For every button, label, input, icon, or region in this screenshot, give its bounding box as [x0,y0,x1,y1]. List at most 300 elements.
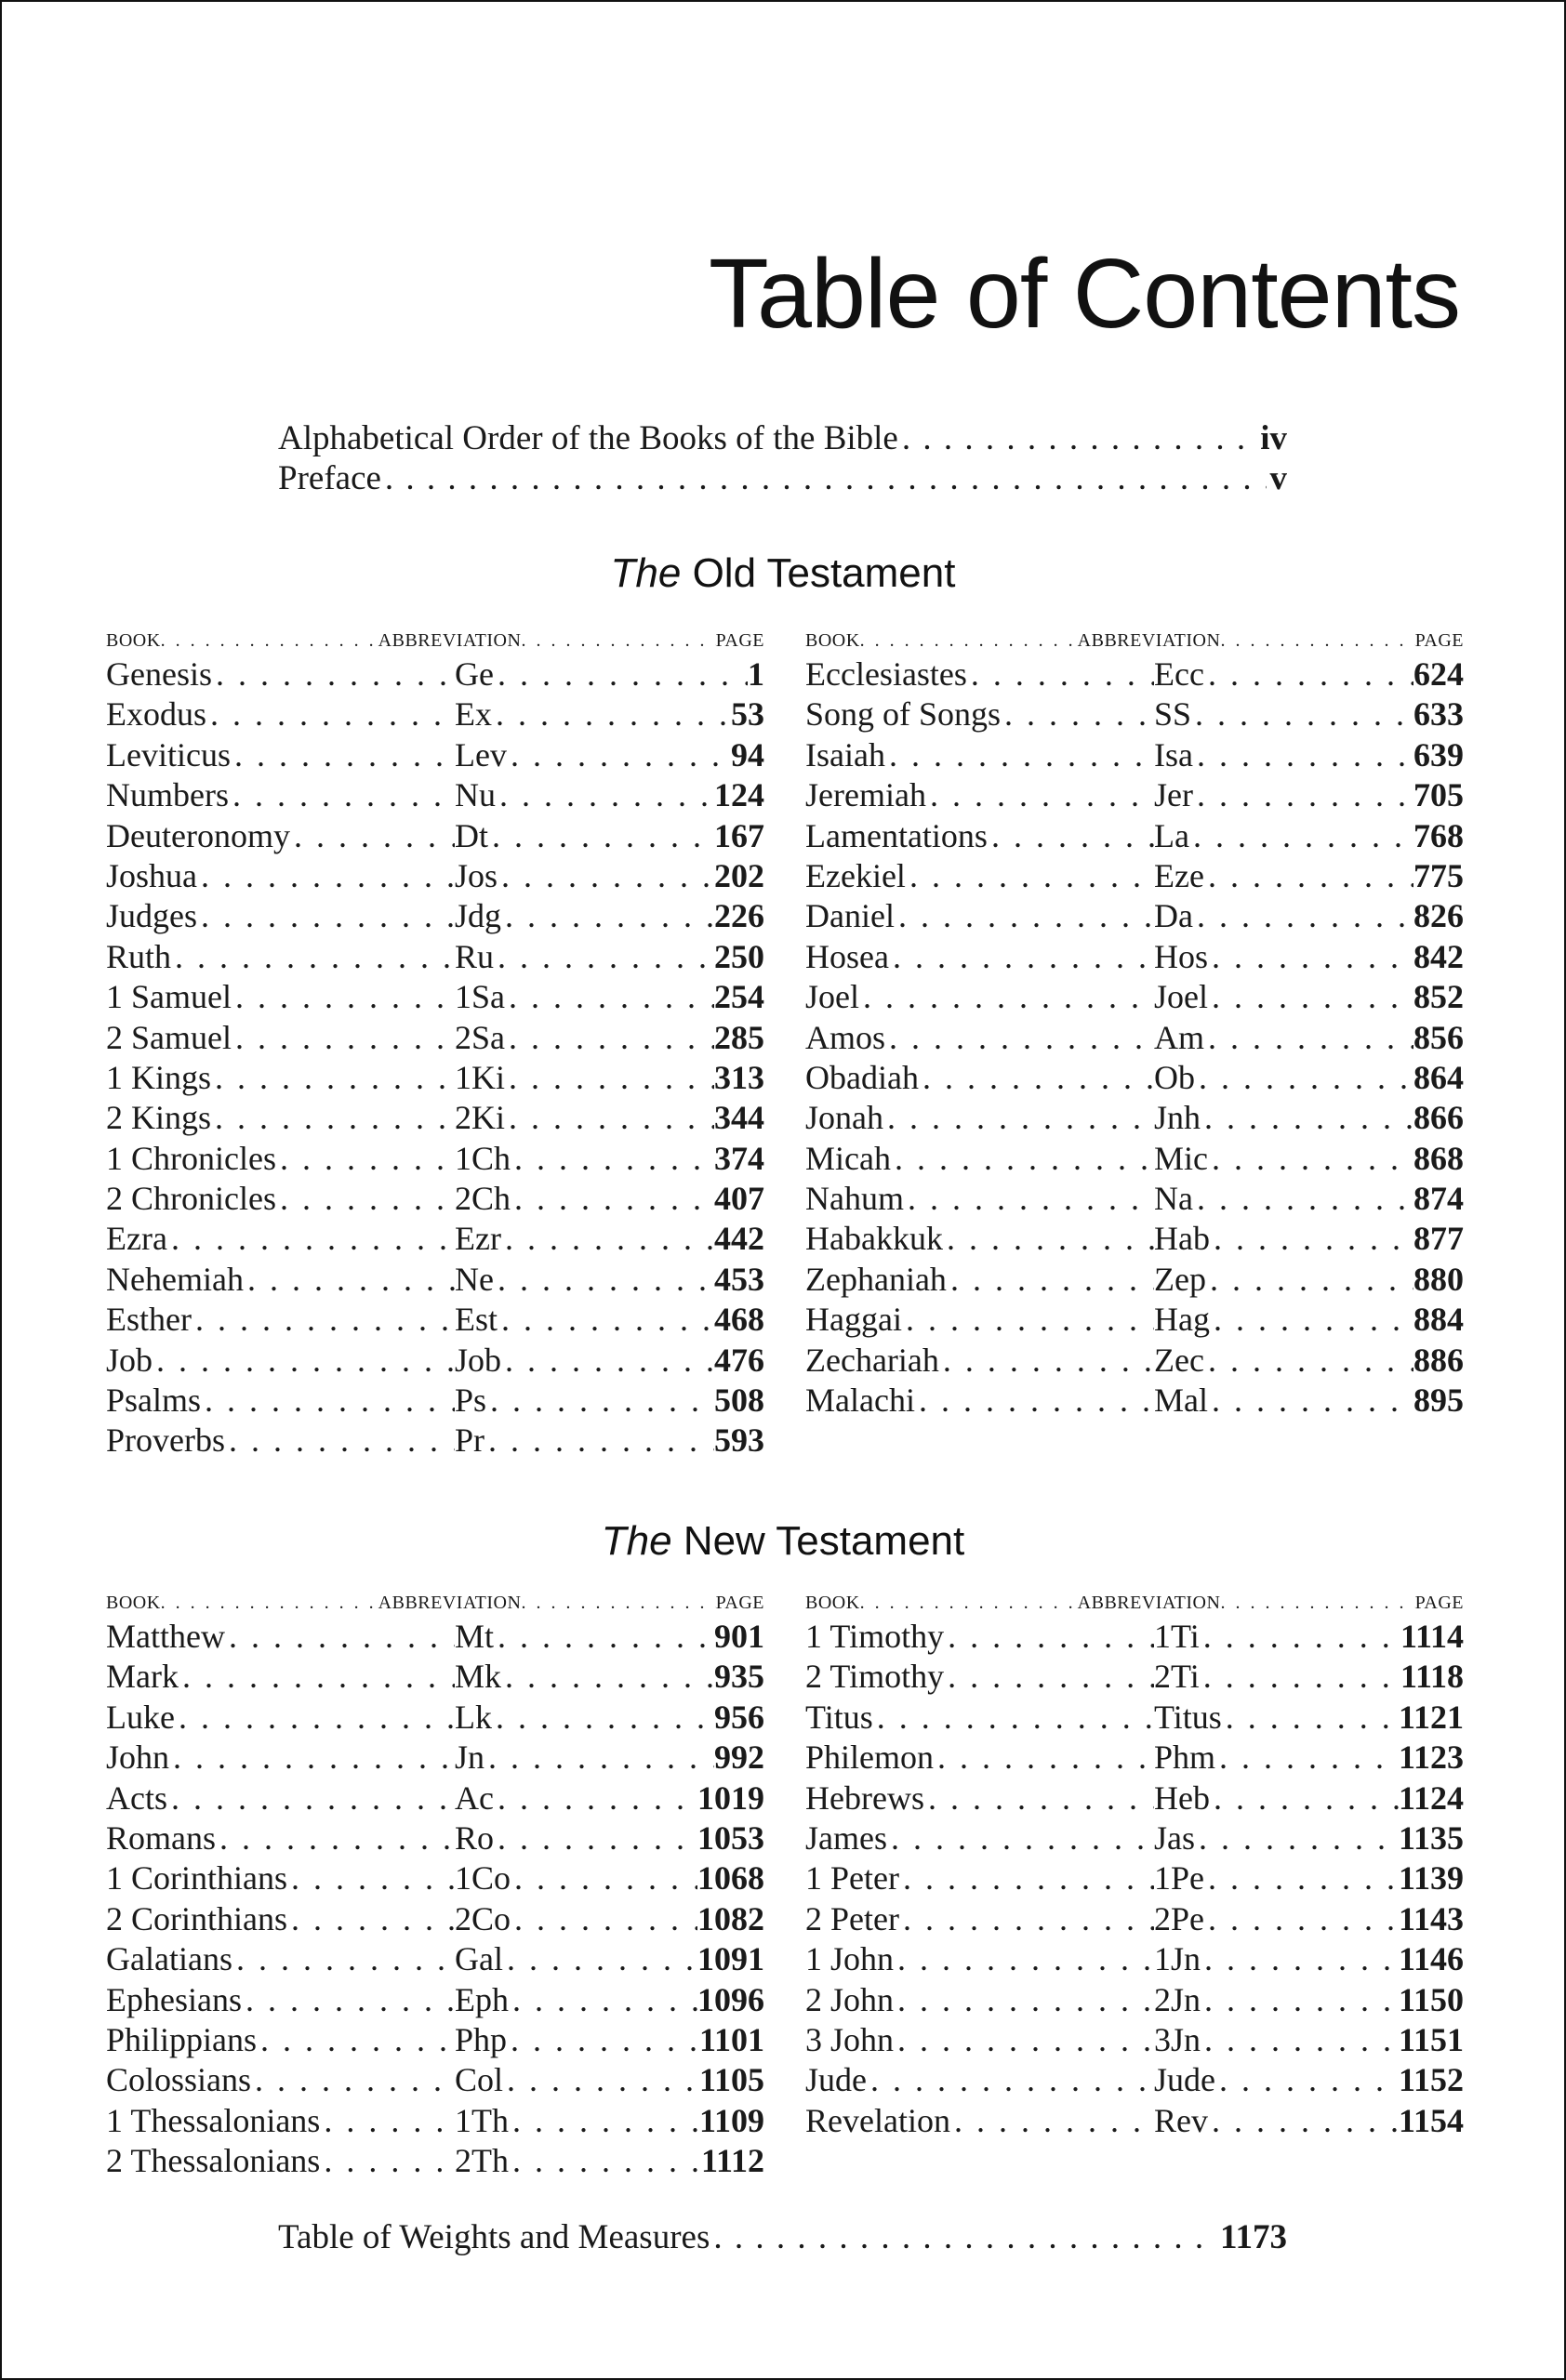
abbreviation-cell [1154,1738,1399,1778]
book-name: Luke [106,1698,175,1736]
book-entry[interactable] [805,1219,1464,1259]
book-cell [805,1300,1154,1340]
heading-text: New Testament [683,1518,965,1564]
book-name: Nehemiah [106,1260,244,1298]
book-abbreviation: 2Ki [455,1099,505,1137]
dot-leader [175,1698,455,1738]
dot-leader [710,2217,1216,2257]
abbreviation-cell [1154,1980,1399,2020]
book-cell [106,1617,455,1657]
column-header-abbreviation: ABBREVIATION [1077,630,1221,651]
dot-leader [161,1589,378,1617]
book-abbreviation: Na [1154,1180,1193,1218]
dot-leader [509,2101,699,2141]
dot-leader [503,1939,697,1979]
book-abbreviation: Hos [1154,937,1209,975]
book-abbreviation: Jer [1154,776,1193,814]
page-number: 285 [714,1018,764,1056]
book-cell [106,1179,455,1219]
column-header-book: BOOK [805,630,860,651]
dot-leader [169,1738,455,1778]
book-entry[interactable] [805,1617,1464,1657]
book-entry[interactable] [106,1778,764,1818]
book-name: Ezra [106,1220,167,1258]
book-cell [805,654,1154,694]
book-name: Ruth [106,937,172,975]
dot-leader [216,1818,455,1858]
book-entry[interactable] [805,1818,1464,1858]
book-entry[interactable] [106,2101,764,2141]
book-cell [805,2060,1154,2100]
dot-leader [381,458,1267,498]
dot-leader [1201,1939,1399,1979]
abbreviation-cell [455,775,714,815]
book-cell [106,1219,455,1259]
page-number: 226 [714,897,764,935]
book-entry[interactable] [805,1341,1464,1381]
book-cell [106,1899,455,1939]
book-name: Habakkuk [805,1220,943,1258]
abbreviation-cell [1154,1698,1399,1738]
dot-leader [899,1858,1154,1898]
book-cell [805,1341,1154,1381]
dot-leader [521,1589,715,1617]
book-name: Acts [106,1778,167,1817]
page-number: 1109 [698,2101,764,2139]
book-entry[interactable] [805,775,1464,815]
book-cell [106,1058,455,1098]
dot-leader [484,1421,714,1461]
book-cell [805,1139,1154,1179]
book-cell [106,1939,455,1979]
abbreviation-cell [1154,1018,1413,1058]
page-number: 1 [748,655,764,693]
book-entry[interactable] [805,896,1464,936]
dot-leader [494,1818,697,1858]
abbreviation-cell [455,694,731,734]
dot-leader [883,1098,1154,1138]
dot-leader [889,937,1154,977]
dot-leader [934,1738,1154,1778]
dot-leader [320,2141,455,2181]
book-cell [106,654,455,694]
book-name: 2 Samuel [106,1018,232,1056]
back-matter-entry-weights-and-measures[interactable] [278,2217,1287,2257]
book-entry[interactable] [106,694,764,734]
page-number: 476 [714,1341,764,1379]
book-entry[interactable] [106,1381,764,1421]
page-number: 1154 [1398,2101,1464,2139]
dot-leader [492,694,731,734]
book-abbreviation: 2Ti [1154,1658,1200,1696]
abbreviation-cell [1154,1617,1400,1657]
book-entry[interactable] [805,856,1464,896]
book-cell [106,735,455,775]
dot-leader [511,1179,714,1219]
page-number: 852 [1413,978,1464,1016]
abbreviation-cell [1154,2101,1399,2141]
book-abbreviation: 2Th [455,2142,509,2180]
book-abbreviation: 2Jn [1154,1980,1201,2018]
book-entry[interactable] [805,1058,1464,1098]
book-name: Jeremiah [805,776,926,814]
book-entry[interactable] [106,1179,764,1219]
book-entry[interactable] [106,1657,764,1697]
book-entry[interactable] [106,1698,764,1738]
dot-leader [509,2141,701,2181]
book-name: Matthew [106,1618,225,1655]
dot-leader [885,735,1154,775]
book-abbreviation: Mic [1154,1139,1208,1177]
new-testament-heading [2,1518,1564,1565]
page-number: 593 [714,1421,764,1460]
book-cell [805,1381,1154,1421]
abbreviation-cell [455,654,748,694]
book-name: Proverbs [106,1421,225,1460]
book-entry[interactable] [106,1300,764,1340]
book-name: Hosea [805,937,889,975]
book-cell [805,1179,1154,1219]
book-entry[interactable] [805,1139,1464,1179]
book-abbreviation: Pr [455,1421,485,1460]
book-entry[interactable] [106,856,764,896]
book-name: Joshua [106,856,197,894]
book-cell [805,694,1154,734]
book-entry[interactable] [106,1341,764,1381]
book-abbreviation: Eph [455,1980,509,2018]
book-name: Judges [106,897,197,935]
dot-leader [505,1058,714,1098]
book-name: Song of Songs [805,695,1002,734]
dot-leader [521,627,715,654]
abbreviation-cell [455,735,731,775]
book-cell [106,2060,455,2100]
book-entry[interactable] [106,1939,764,1979]
abbreviation-cell [455,1219,714,1259]
book-cell [805,1899,1154,1939]
dot-leader [197,856,455,896]
abbreviation-cell [1154,775,1413,815]
book-entry[interactable] [805,1657,1464,1697]
book-entry[interactable] [106,2020,764,2060]
dot-leader [1210,1219,1413,1259]
book-entry[interactable] [106,1098,764,1138]
dot-leader [1201,2020,1399,2060]
dot-leader [944,1617,1154,1657]
book-name: Zephaniah [805,1260,947,1298]
book-name: James [805,1818,887,1857]
book-abbreviation: Nu [455,776,496,814]
book-cell [106,1980,455,2020]
book-entry[interactable] [106,1260,764,1300]
book-entry[interactable] [805,1980,1464,2020]
page-number: 1114 [1400,1618,1464,1655]
book-cell [106,1341,455,1381]
book-abbreviation: Phm [1154,1739,1216,1777]
page-number: 1118 [1400,1658,1464,1696]
book-entry[interactable] [106,977,764,1017]
abbreviation-cell [1154,1139,1413,1179]
book-entry[interactable] [805,1858,1464,1898]
column-header [106,627,764,654]
page-number: 1112 [700,2142,764,2180]
page-number: 468 [714,1301,764,1339]
page-number: 901 [714,1618,764,1655]
book-name: Isaiah [805,735,885,774]
entry-label: Alphabetical Order of the Books of the Bible [278,419,898,457]
book-entry[interactable] [106,1899,764,1939]
book-name: 2 Thessalonians [106,2142,321,2180]
book-name: Jude [805,2061,867,2099]
book-abbreviation: Hag [1154,1301,1210,1339]
abbreviation-cell [455,1058,714,1098]
column-header-page: PAGE [715,1593,764,1613]
dot-leader [1193,1179,1413,1219]
book-entry[interactable] [106,1058,764,1098]
book-cell [106,1098,455,1138]
dot-leader [501,1219,714,1259]
page-number: 1019 [697,1778,764,1817]
book-entry[interactable] [106,1858,764,1898]
book-entry[interactable] [106,2141,764,2181]
book-abbreviation: 1Ti [1154,1618,1200,1655]
dot-leader [1193,735,1413,775]
abbreviation-cell [455,1657,714,1697]
dot-leader [287,1899,455,1939]
dot-leader [320,2101,455,2141]
book-name: John [106,1739,170,1777]
heading-text: Old Testament [692,550,956,596]
book-entry[interactable] [106,1219,764,1259]
dot-leader [950,2101,1154,2141]
book-entry[interactable] [805,977,1464,1017]
book-name: Romans [106,1818,217,1857]
dot-leader [1220,627,1414,654]
book-abbreviation: Jnh [1154,1099,1201,1137]
book-abbreviation: Ps [455,1382,487,1420]
book-entry[interactable] [106,1617,764,1657]
book-name: 1 Corinthians [106,1859,287,1897]
abbreviation-cell [1154,1058,1413,1098]
column-header-page: PAGE [1414,630,1464,651]
page-number: 453 [714,1260,764,1298]
page-number: 895 [1413,1382,1464,1420]
book-abbreviation: Mk [455,1658,502,1696]
book-abbreviation: 1Co [455,1859,511,1897]
dot-leader [906,856,1154,896]
abbreviation-cell [1154,1381,1413,1421]
dot-leader [967,654,1154,694]
abbreviation-cell [1154,1219,1413,1259]
book-entry[interactable] [805,937,1464,977]
book-name: Obadiah [805,1058,919,1096]
book-entry[interactable] [805,1939,1464,1979]
book-abbreviation: Lev [455,735,507,774]
page-number: 1096 [697,1980,764,2018]
abbreviation-cell [455,1738,714,1778]
book-abbreviation: Isa [1154,735,1193,774]
abbreviation-cell [1154,1300,1413,1340]
page-number: 624 [1413,655,1464,693]
book-cell [805,1657,1154,1697]
book-name: Psalms [106,1382,202,1420]
book-abbreviation: Rev [1154,2101,1208,2139]
column-header-page: PAGE [1414,1593,1464,1613]
book-entry[interactable] [805,816,1464,856]
book-abbreviation: 2Sa [455,1018,505,1056]
book-cell [805,1698,1154,1738]
book-entry[interactable] [805,1899,1464,1939]
page-number: 1135 [1398,1818,1464,1857]
column-header [805,627,1464,654]
page-number: 254 [714,978,764,1016]
dot-leader [1210,1300,1413,1340]
abbreviation-cell [455,856,714,896]
book-entry[interactable] [106,1818,764,1858]
entry-label: Preface [278,459,381,497]
book-abbreviation: Dt [455,816,488,854]
book-entry[interactable] [106,1139,764,1179]
book-entry[interactable] [805,1018,1464,1058]
book-cell [106,896,455,936]
dot-leader [511,1858,697,1898]
page-number: 880 [1413,1260,1464,1298]
book-cell [805,1818,1154,1858]
book-cell [805,2020,1154,2060]
book-entry[interactable] [805,2020,1464,2060]
abbreviation-cell [1154,1098,1413,1138]
column-header-abbreviation: ABBREVIATION [378,630,522,651]
book-abbreviation: Jas [1154,1818,1195,1857]
book-entry[interactable] [805,1300,1464,1340]
page-number: 886 [1413,1341,1464,1379]
book-entry[interactable] [106,654,764,694]
book-abbreviation: 1Ki [455,1058,505,1096]
book-entry[interactable] [805,1098,1464,1138]
book-entry[interactable] [106,816,764,856]
dot-leader [167,1219,455,1259]
dot-leader [494,1260,714,1300]
page-number: 1123 [1398,1739,1464,1777]
page-number: 1150 [1398,1980,1464,2018]
entry-page: 1173 [1220,2218,1287,2256]
abbreviation-cell [455,1818,697,1858]
abbreviation-cell [455,2060,699,2100]
page-number: 442 [714,1220,764,1258]
abbreviation-cell [1154,1899,1399,1939]
column-header-abbreviation: ABBREVIATION [378,1593,522,1613]
book-entry[interactable] [805,735,1464,775]
book-name: Amos [805,1018,886,1056]
book-abbreviation: Ex [455,695,492,734]
front-matter-entry-alphabetical-order[interactable] [278,418,1287,458]
book-abbreviation: Ac [455,1778,494,1817]
abbreviation-cell [455,2141,701,2181]
abbreviation-cell [455,1341,714,1381]
book-name: Revelation [805,2101,950,2139]
book-cell [805,896,1154,936]
abbreviation-cell [455,1421,714,1461]
book-entry[interactable] [805,694,1464,734]
page-number: 1091 [697,1940,764,1978]
book-cell [106,816,455,856]
book-abbreviation: Am [1154,1018,1204,1056]
book-cell [805,1778,1154,1818]
book-entry[interactable] [805,1698,1464,1738]
dot-leader [212,654,455,694]
book-abbreviation: Zep [1154,1260,1206,1298]
book-entry[interactable] [805,2060,1464,2100]
abbreviation-cell [455,1939,697,1979]
column-header-book: BOOK [106,1593,161,1613]
book-entry[interactable] [805,1738,1464,1778]
book-cell [106,1421,455,1461]
book-entry[interactable] [106,937,764,977]
dot-leader [201,1381,455,1421]
dot-leader [244,1260,455,1300]
abbreviation-cell [1154,1818,1399,1858]
page-number: 826 [1413,897,1464,935]
page-number: 1152 [1398,2061,1464,2099]
book-cell [106,694,455,734]
book-entry[interactable] [805,1381,1464,1421]
dot-leader [276,1179,455,1219]
page-number: 1143 [1398,1899,1464,1937]
book-entry[interactable] [805,1260,1464,1300]
dot-leader [511,1899,697,1939]
dot-leader [232,1939,455,1979]
old-testament-heading [2,550,1564,597]
book-entry[interactable] [106,2060,764,2100]
abbreviation-cell [1154,1260,1413,1300]
abbreviation-cell [1154,1179,1413,1219]
page-number: 1124 [1398,1778,1464,1817]
book-entry[interactable] [805,1778,1464,1818]
book-abbreviation: 1Jn [1154,1940,1201,1978]
book-name: Philemon [805,1739,935,1777]
book-abbreviation: Php [455,2020,508,2058]
abbreviation-cell [455,1018,714,1058]
new-testament-left-column [106,1589,764,2181]
page-title: Table of Contents [709,239,1460,350]
book-entry[interactable] [106,775,764,815]
book-entry[interactable] [805,654,1464,694]
book-entry[interactable] [106,1738,764,1778]
abbreviation-cell [1154,977,1413,1017]
book-abbreviation: Jos [455,856,498,894]
heading-article: The [610,550,682,596]
book-entry[interactable] [106,1421,764,1461]
dot-leader [1206,1260,1413,1300]
page-number: 344 [714,1099,764,1137]
heading-article: The [601,1518,672,1564]
book-abbreviation: 1Sa [455,978,505,1016]
book-entry[interactable] [106,1980,764,2020]
book-entry[interactable] [106,1018,764,1058]
front-matter-entry-preface[interactable] [278,458,1287,498]
front-matter-list [278,418,1287,498]
page-number: 202 [714,856,764,894]
page-number: 842 [1413,937,1464,975]
book-entry[interactable] [805,1179,1464,1219]
dot-leader [225,1617,455,1657]
page-number: 768 [1413,816,1464,854]
book-entry[interactable] [805,2101,1464,2141]
book-entry[interactable] [106,896,764,936]
page-number: 374 [714,1139,764,1177]
book-entry[interactable] [106,735,764,775]
book-cell [805,1617,1154,1657]
